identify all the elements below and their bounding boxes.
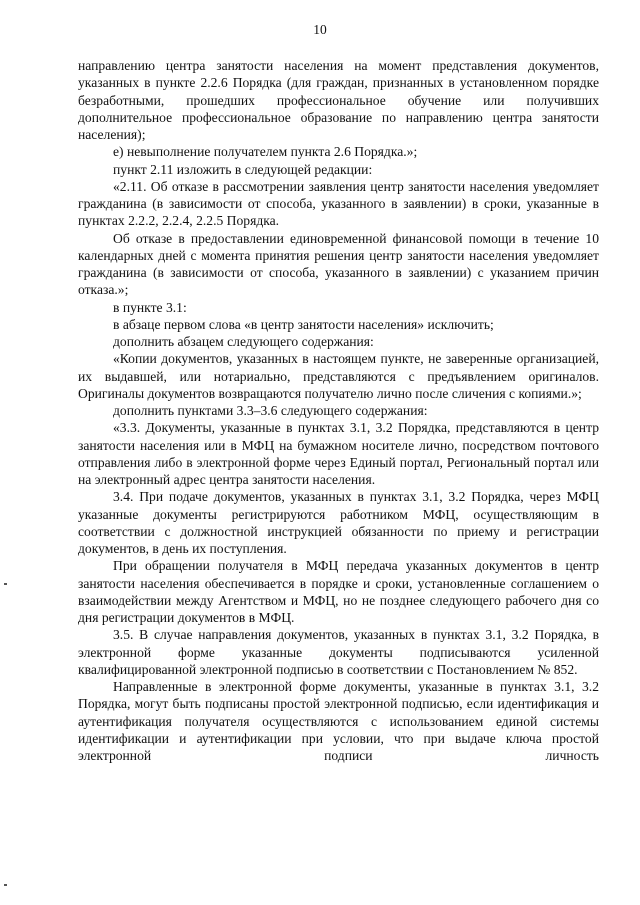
page-number: 10 (313, 22, 327, 37)
paragraph-10: дополнить пунктами 3.3–3.6 следующего содержания: (113, 403, 428, 418)
paragraph-6: в пункте 3.1: (113, 299, 187, 315)
paragraph-2: е) невыполнение получателем пункта 2.6 Порядка.»; (113, 144, 418, 160)
paragraph-13: При обращении получателя в МФЦ передача указанных документов в центр занятости населения обеспечивается в порядке и сроки, установленные соглашением о взаимодействии между Агентством и МФЦ, но не позднее следующего рабочего дня со дня регистрации документов в МФЦ. (78, 558, 599, 625)
scan-edge-mark (4, 884, 7, 886)
paragraph-14: 3.5. В случае направления документов, указанных в пунктах 3.1, 3.2 Порядка, в электронной форме указанные документы подписываются усиленной квалифицированной электронной подписью в соответствии с Постановлением № 852. (78, 627, 599, 677)
paragraph-7: в абзаце первом слова «в центр занятости населения» исключить; (113, 316, 494, 332)
document-body (78, 57, 599, 763)
paragraph-11: «3.3. Документы, указанные в пунктах 3.1, 3.2 Порядка, представляются в центр занятости населения или в МФЦ на бумажном носителе лично, посредством почтового отправления либо в электронной форме через Единый портал, Региональный портал или на электронный адрес центра занятости населения. (78, 420, 599, 487)
paragraph-12: 3.4. При подаче документов, указанных в пунктах 3.1, 3.2 Порядка, через МФЦ указанные документы регистрируются работником МФЦ, осуществляющим в соответствии с должностной инструкцией обязанности по приему и регистрации документов, в день их поступления. (78, 489, 599, 556)
paragraph-9: «Копии документов, указанных в настоящем пункте, не заверенные организацией, их выдавшей, или нотариально, представляются с предъявлением оригиналов. Оригиналы документов возвращаются получателю лично после сличения с копиями.»; (78, 351, 599, 401)
scan-edge-mark (4, 583, 7, 585)
paragraph-5: Об отказе в предоставлении единовременной финансовой помощи в течение 10 календарных дней с момента принятия решения центр занятости населения уведомляет гражданина (в зависимости от способа, указанного в заявлении) с указанием причин отказа.»; (78, 230, 599, 298)
paragraph-8: дополнить абзацем следующего содержания: (113, 334, 374, 349)
paragraph-3: пункт 2.11 изложить в следующей редакции: (113, 161, 373, 177)
paragraph-15: Направленные в электронной форме документы, указанные в пунктах 3.1, 3.2 Порядка, могут быть подписаны простой электронной подписью, если идентификация и аутентификация получателя осуществляются с использованием единой системы идентификации и аутентификации при условии, что при выдаче ключа простой электронной подписи личность (78, 679, 599, 763)
paragraph-1: направлению центра занятости населения на момент представления документов, указанных в пункте 2.2.6 Порядка (для граждан, признанных в установленном порядке безработными, прошедших профессиональное обучение или получивших дополнительное профессиональное образование по направлению центра занятости населения); (78, 58, 599, 142)
paragraph-4: «2.11. Об отказе в рассмотрении заявления центр занятости населения уведомляет гражданина (в зависимости от способа, указанного в заявлении) в сроки, указанные в пунктах 2.2.2, 2.2.4, 2.2.5 Порядка. (78, 178, 599, 229)
